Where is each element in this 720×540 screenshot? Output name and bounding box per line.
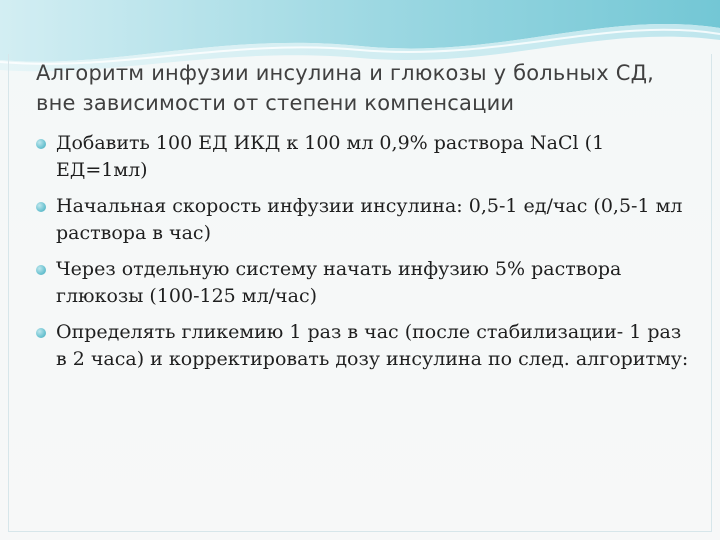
bullet-list <box>36 130 696 382</box>
bullet-icon <box>36 265 46 275</box>
slide-title: Алгоритм инфузии инсулина и глюкозы у больных СД, вне зависимости от степени компенсации <box>36 61 655 115</box>
list-item <box>36 256 696 310</box>
bullet-icon <box>36 328 46 338</box>
bullet-icon <box>36 202 46 212</box>
list-item <box>36 130 696 184</box>
list-item-text: Определять гликемию 1 раз в час (после стабилизации- 1 раз в 2 часа) и корректировать дозу инсулина по след. алгоритму: <box>56 321 689 370</box>
list-item-text: Через отдельную систему начать инфузию 5% раствора глюкозы (100-125 мл/час) <box>56 258 622 307</box>
list-item <box>36 319 696 373</box>
list-item-text: Начальная скорость инфузии инсулина: 0,5-1 ед/час (0,5-1 мл раствора в час) <box>56 195 683 244</box>
list-item-text: Добавить 100 ЕД ИКД к 100 мл 0,9% раствора NaCl (1 ЕД=1мл) <box>56 132 605 181</box>
list-item <box>36 193 696 247</box>
bullet-icon <box>36 139 46 149</box>
